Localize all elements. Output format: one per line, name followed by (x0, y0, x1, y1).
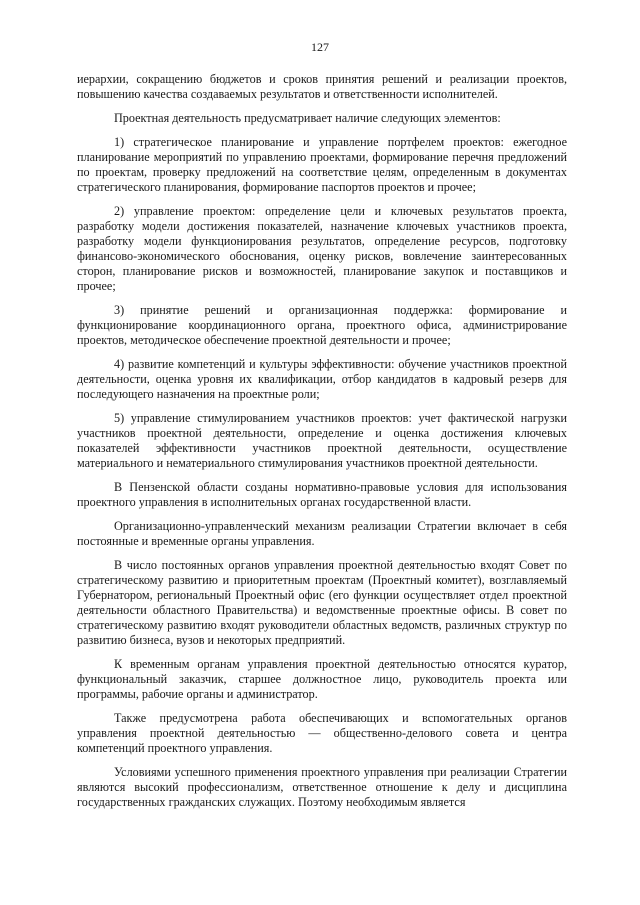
paragraph: Проектная деятельность предусматривает наличие следующих элементов: (114, 111, 501, 125)
paragraph: иерархии, сокращению бюджетов и сроков принятия решений и реализации проектов, повышению качества создаваемых результатов и ответственности исполнителей. (77, 72, 567, 101)
page-number: 127 (311, 40, 329, 54)
list-item: 2) управление проектом: определение цели и ключевых результатов проекта, разработку модели достижения показателей, назначение ключевых участников проекта, разработку модели функционирования результатов, определение ресурсов, подготовку финансово-экономического обоснования, оценку рисков, вовлечение заинтересованных сторон, планирование рисков и возможностей, планирование закупок и поставщиков и прочее; (77, 204, 567, 293)
list-item: 3) принятие решений и организационная поддержка: формирование и функционирование координационного органа, проектного офиса, администрирование проектов, методическое обеспечение проектной деятельности и прочее; (77, 303, 567, 347)
paragraph: Условиями успешного применения проектного управления при реализации Стратегии являются высокий профессионализм, ответственное отношение к делу и дисциплина государственных гражданских служащих. Поэтому необходимым является (77, 765, 567, 809)
list-item: 1) стратегическое планирование и управление портфелем проектов: ежегодное планирование мероприятий по управлению проектами, формирование перечня предложений по проектам, проверку предложений на соответствие целям, определенным в документах стратегического планирования, формирование паспортов проектов и прочее; (77, 135, 567, 194)
document-body (77, 72, 567, 819)
paragraph: В число постоянных органов управления проектной деятельностью входят Совет по стратегическому развитию и приоритетным проектам (Проектный комитет), возглавляемый Губернатором, региональный Проектный офис (его функции осуществляет отдел проектной деятельности областного Правительства) и ведомственные проектные офисы. В совет по стратегическому развитию входят руководители областных ведомств, различных структур по развитию бизнеса, вузов и некоторых предприятий. (77, 558, 567, 647)
list-item: 5) управление стимулированием участников проектов: учет фактической нагрузки участников проектной деятельности, определение и оценка достижения ключевых показателей эффективности участников проектной деятельности, осуществление материального и нематериального стимулирования участников проектной деятельности. (77, 411, 567, 470)
paragraph: Также предусмотрена работа обеспечивающих и вспомогательных органов управления проектной деятельностью — общественно-делового совета и центра компетенций проектного управления. (77, 711, 567, 755)
paragraph: Организационно-управленческий механизм реализации Стратегии включает в себя постоянные и временные органы управления. (77, 519, 567, 548)
list-item: 4) развитие компетенций и культуры эффективности: обучение участников проектной деятельности, оценка уровня их квалификации, отбор кандидатов в кадровый резерв для последующего назначения на проектные роли; (77, 357, 567, 401)
paragraph: К временным органам управления проектной деятельностью относятся куратор, функциональный заказчик, старшее должностное лицо, руководитель проекта или программы, рабочие органы и администратор. (77, 657, 567, 701)
paragraph: В Пензенской области созданы нормативно-правовые условия для использования проектного управления в исполнительных органах государственной власти. (77, 480, 567, 509)
